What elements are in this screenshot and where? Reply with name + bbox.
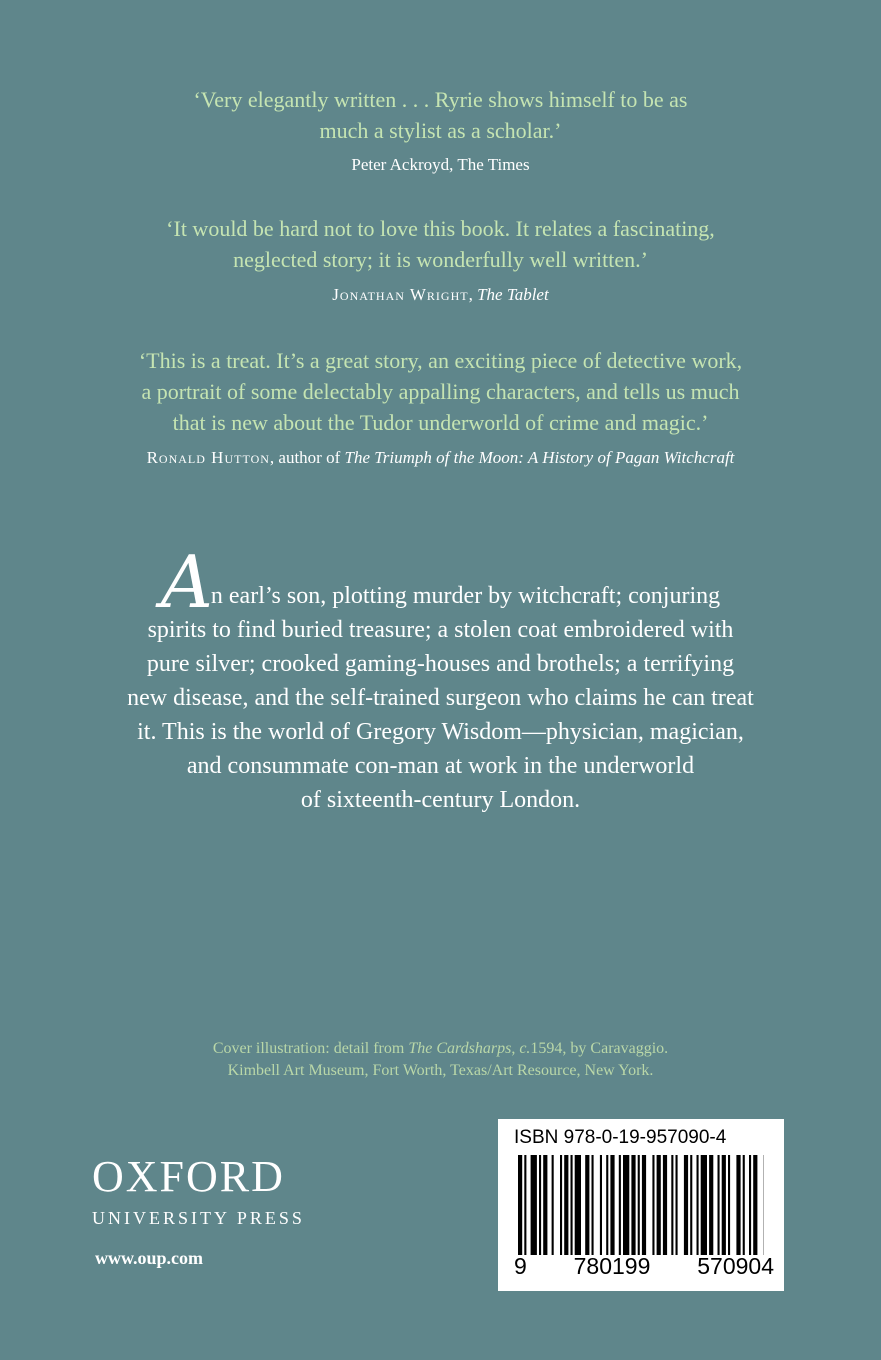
- barcode-bar: [690, 1155, 692, 1255]
- barcode-bar: [560, 1155, 562, 1255]
- barcode-digit-group: 9: [514, 1253, 527, 1279]
- barcode-bar: [552, 1155, 554, 1255]
- barcode-bar: [736, 1155, 740, 1255]
- quote-line: a portrait of some delectably appalling characters, and tells us much: [141, 379, 740, 404]
- barcode-bar: [663, 1155, 667, 1255]
- review-quote-1: [60, 84, 821, 146]
- barcode-bars: [518, 1155, 764, 1255]
- drop-cap: A: [160, 540, 213, 624]
- barcode-bar: [610, 1155, 614, 1255]
- quote-attribution-2: [40, 284, 841, 306]
- isbn-barcode: [498, 1119, 784, 1291]
- blurb-line: new disease, and the self-trained surgeon who claims he can treat: [127, 685, 754, 711]
- attribution-name: Ronald Hutton: [146, 448, 270, 467]
- publisher-name: OXFORD: [92, 1152, 285, 1201]
- quote-attribution-1: Peter Ackroyd, The Times: [351, 155, 530, 174]
- blurb-line: pure silver; crooked gaming-houses and brothels; a terrifying: [146, 651, 735, 677]
- barcode-bar: [606, 1155, 608, 1255]
- blurb-line: of sixteenth-century London.: [300, 787, 581, 813]
- barcode-bar: [600, 1155, 602, 1255]
- barcode-bar: [749, 1155, 751, 1255]
- quote-attribution-3: [40, 447, 841, 469]
- barcode-bar: [592, 1155, 594, 1255]
- barcode-bar: [539, 1155, 541, 1255]
- attribution-separator: , author of: [269, 448, 345, 467]
- barcode-bar: [638, 1155, 640, 1255]
- attribution-name: Jonathan Wright: [332, 285, 469, 304]
- quote-line: ‘This is a treat. It’s a great story, an exciting piece of detective work,: [138, 348, 743, 373]
- barcode-bar: [657, 1155, 661, 1255]
- quote-line: ‘It would be hard not to love this book. It relates a fascinating,: [166, 216, 715, 241]
- attribution-publication: The Tablet: [477, 285, 549, 304]
- barcode-bar: [701, 1155, 707, 1255]
- credit-line-1: Cover illustration: detail from The Cardsharps, c.1594, by Caravaggio.: [212, 1040, 669, 1057]
- barcode-bar: [642, 1155, 646, 1255]
- barcode-digit-group: 570904: [697, 1253, 774, 1279]
- publisher-subtitle: UNIVERSITY PRESS: [92, 1208, 305, 1228]
- cover-illustration-credit: [100, 1038, 781, 1082]
- barcode-bar: [743, 1155, 745, 1255]
- barcode-bar: [543, 1155, 547, 1255]
- quote-line: neglected story; it is wonderfully well written.’: [233, 247, 648, 272]
- barcode-bar: [652, 1155, 654, 1255]
- barcode-digits: [514, 1253, 774, 1280]
- publisher-url: www.oup.com: [95, 1248, 204, 1268]
- barcode-bar: [697, 1155, 699, 1255]
- attribution-separator: ,: [468, 285, 478, 304]
- isbn-number: ISBN 978-0-19-957090-4: [514, 1127, 727, 1148]
- barcode-bar: [709, 1155, 713, 1255]
- barcode-bar: [564, 1155, 568, 1255]
- barcode-bar: [531, 1155, 537, 1255]
- barcode-bar: [676, 1155, 678, 1255]
- attribution-publication: The Triumph of the Moon: A History of Pagan Witchcraft: [344, 448, 735, 467]
- quote-line: that is new about the Tudor underworld of crime and magic.’: [172, 410, 709, 435]
- blurb-line: An earl’s son, plotting murder by witchcraft; conjuring: [160, 540, 721, 624]
- barcode-bar: [631, 1155, 635, 1255]
- quote-line: much a stylist as a scholar.’: [319, 118, 562, 143]
- barcode-bar: [753, 1155, 757, 1255]
- barcode-bar: [571, 1155, 573, 1255]
- review-quote-2: [60, 213, 821, 275]
- barcode-bar: [524, 1155, 526, 1255]
- barcode-bar: [623, 1155, 629, 1255]
- barcode-digit-group: 780199: [573, 1253, 651, 1279]
- barcode-bar: [518, 1155, 522, 1255]
- barcode-bar: [684, 1155, 688, 1255]
- barcode-bar: [728, 1155, 730, 1255]
- quote-line: ‘Very elegantly written . . . Ryrie shows himself to be as: [193, 87, 688, 112]
- book-blurb: [60, 540, 821, 817]
- oxford-logo: [92, 1152, 305, 1230]
- blurb-line: and consummate con-man at work in the underworld: [186, 753, 695, 779]
- barcode-bar: [585, 1155, 589, 1255]
- barcode-bar: [575, 1155, 581, 1255]
- review-quote-3: [60, 345, 821, 438]
- blurb-line: it. This is the world of Gregory Wisdom—physician, magician,: [137, 719, 744, 745]
- barcode-bar: [619, 1155, 621, 1255]
- blurb-line: spirits to find buried treasure; a stolen coat embroidered with: [147, 617, 734, 643]
- credit-line-2: Kimbell Art Museum, Fort Worth, Texas/Art Resource, New York.: [227, 1062, 654, 1079]
- barcode-bar: [671, 1155, 673, 1255]
- barcode-bar: [722, 1155, 726, 1255]
- barcode-bar: [718, 1155, 720, 1255]
